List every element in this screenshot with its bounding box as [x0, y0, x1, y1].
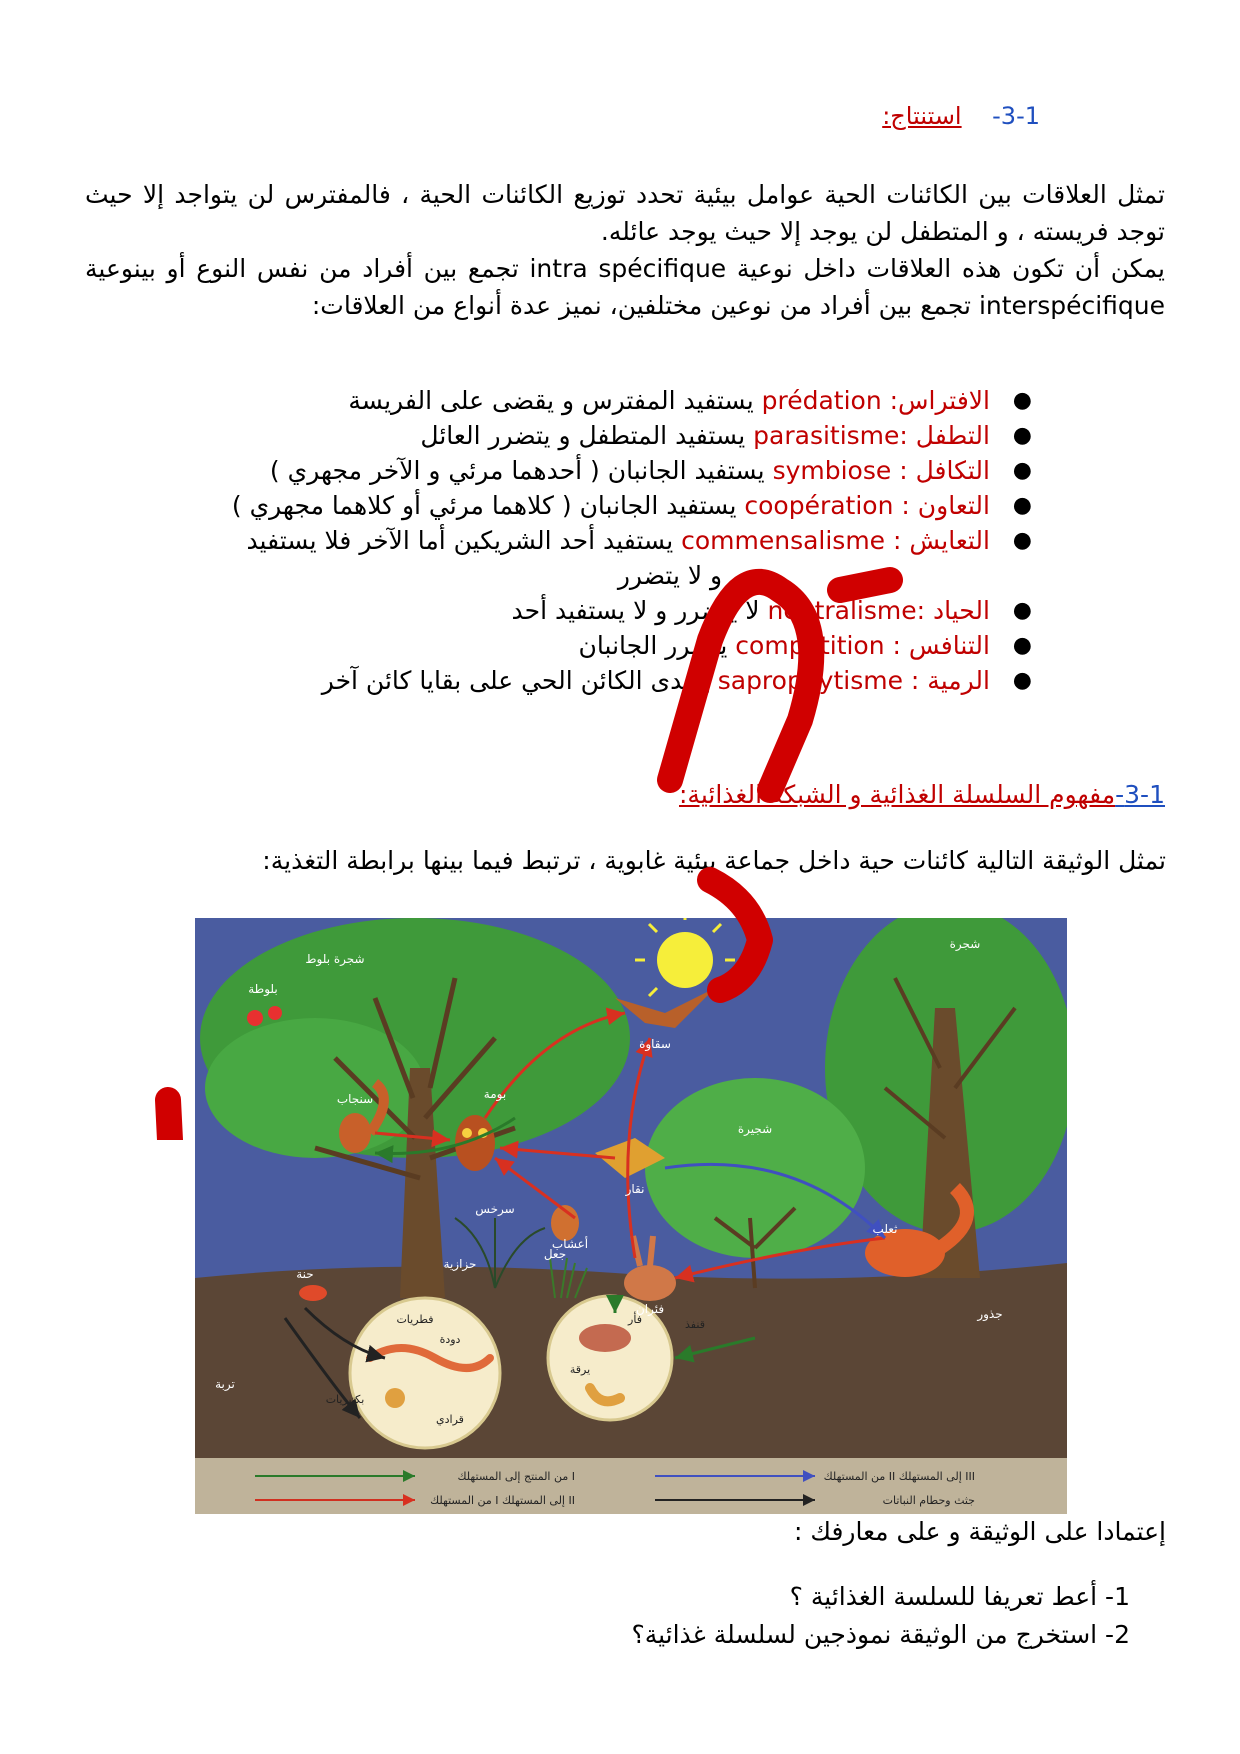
bullet-icon: ●: [1012, 388, 1032, 413]
relation-desc: يستفيد المفترس و يقضى على الفريسة: [348, 386, 762, 415]
relation-desc-continued: و لا يتضرر: [617, 561, 723, 590]
label-larva: يرقة: [569, 1363, 591, 1376]
relation-term: التنافس : compétition: [735, 631, 990, 660]
figure-intro: تمثل الوثيقة التالية كائنات حية داخل جماعة بيئية غابوية ، ترتبط فيما بينها برابطة التغذية:: [262, 846, 1166, 875]
section-number-link[interactable]: 3-1-: [1115, 780, 1165, 809]
list-item: [200, 663, 1042, 698]
legend-entry: جثث وحطام النباتات: [882, 1494, 975, 1507]
spider-icon: [299, 1285, 327, 1301]
label-oak: شجرة بلوط: [305, 952, 365, 966]
section-title: مفهوم السلسلة الغذائية و الشبكة الغذائية:: [679, 780, 1116, 809]
list-item: [200, 628, 1042, 663]
bullet-icon: ●: [1012, 423, 1032, 448]
relation-term: التعاون : coopération: [744, 491, 990, 520]
label-fox: ثعلب: [872, 1222, 898, 1236]
legend-entry: من المستهلك II إلى المستهلك III: [823, 1470, 975, 1483]
food-web-figure: [195, 918, 1067, 1514]
bullet-icon: ●: [1012, 528, 1032, 553]
label-beetle: جعل: [543, 1247, 567, 1261]
label-spider: حنة: [296, 1267, 314, 1281]
label-tree: شجرة: [949, 937, 981, 951]
relation-desc: لا يتضرر و لا يستفيد أحد: [511, 596, 768, 625]
section-number: 3-1-: [992, 102, 1040, 130]
section-heading-conclusion: [0, 102, 1040, 130]
label-rabbit: فئران: [635, 1302, 665, 1316]
relation-term: الرمية : saprophytisme: [717, 666, 990, 695]
label-squirrel: سنجاب: [336, 1092, 374, 1106]
label-grass: أعشاب: [551, 1237, 589, 1251]
question-1: 1- أعط تعريفا للسلسة الغذائية ؟: [789, 1582, 1130, 1611]
legend-entry: من المستهلك I إلى المستهلك II: [430, 1494, 575, 1507]
list-item: [200, 593, 1042, 628]
label-shrub: شجيرة: [737, 1122, 773, 1136]
label-ant: حزازية: [443, 1257, 477, 1271]
label-rodent: فأر: [628, 1313, 642, 1326]
relation-desc: يستفيد الجانبان ( أحدهما مرئي و الآخر مجهري ): [269, 456, 773, 485]
label-mushroom: بلوطة: [248, 982, 278, 996]
label-bacteria: بكتيريات: [325, 1393, 365, 1406]
relation-desc: يتضرر الجانبان: [578, 631, 736, 660]
relation-term: التكافل : symbiose: [772, 456, 990, 485]
label-woodpecker: نقار: [625, 1182, 645, 1196]
relation-term: الحياد :neutralisme: [767, 596, 990, 625]
relation-term: التعايش : commensalisme: [681, 526, 990, 555]
label-owl: بومة: [483, 1087, 507, 1101]
legend-entry: من المنتج إلى المستهلك I: [457, 1470, 575, 1483]
bullet-icon: ●: [1012, 458, 1032, 483]
relation-desc: يستفيد الجانبان ( كلاهما مرئي أو كلاهما مجهري ): [231, 491, 745, 520]
bullet-icon: ●: [1012, 493, 1032, 518]
label-hawk: سقاوة: [639, 1037, 671, 1051]
section-title: استنتاج:: [882, 102, 962, 130]
questions-intro: إعتمادا على الوثيقة و على معارفك :: [794, 1517, 1166, 1546]
relation-term: الافتراس: prédation: [761, 386, 990, 415]
label-worm: دودة: [439, 1333, 461, 1346]
list-item: [200, 383, 1042, 418]
label-hedgehog: قنفذ: [685, 1318, 705, 1331]
bullet-icon: ●: [1012, 598, 1032, 623]
question-2: 2- استخرج من الوثيقة نموذجين لسلسلة غذائية؟: [631, 1620, 1130, 1649]
label-fern: سرخس: [475, 1202, 515, 1216]
label-woodlouse: قرادي: [436, 1413, 464, 1426]
relation-desc: يستفيد أحد الشريكين أما الآخر فلا يستفيد: [246, 526, 682, 555]
bullet-icon: ●: [1012, 633, 1032, 658]
bullet-icon: ●: [1012, 668, 1032, 693]
label-soil: تربة: [215, 1377, 235, 1391]
list-item: [200, 523, 1042, 593]
paragraph-line-1: تمثل العلاقات بين الكائنات الحية عوامل بيئية تحدد توزيع الكائنات الحية ، فالمفترس لن يتواجد إلا حيث توجد فريسته ، و المتطفل لن يوجد إلا حيث يوجد عائله.: [85, 180, 1165, 246]
relation-desc: يستفيد المتطفل و يتضرر العائل: [420, 421, 754, 450]
list-item: [200, 418, 1042, 453]
fungi-icon: [385, 1388, 405, 1408]
relation-term: التطفل :parasitisme: [753, 421, 990, 450]
relation-desc: يتغدى الكائن الحي على بقايا كائن آخر: [321, 666, 718, 695]
conclusion-paragraph: [85, 176, 1165, 324]
label-fungi: فطريات: [396, 1313, 434, 1326]
paragraph-line-2: يمكن أن تكون هذه العلاقات داخل نوعية intra spécifique تجمع بين أفراد من نفس النوع أو بينوعية interspécifique تجمع بين أفراد من نوعين مختلفين، نميز عدة أنواع من العلاقات:: [85, 254, 1165, 320]
rodent-icon: [579, 1324, 631, 1352]
label-roots: جذور: [977, 1307, 1003, 1321]
list-item: [200, 453, 1042, 488]
list-item: [200, 488, 1042, 523]
section-heading-food-chain: [0, 780, 1165, 809]
relations-list: [200, 383, 1042, 698]
